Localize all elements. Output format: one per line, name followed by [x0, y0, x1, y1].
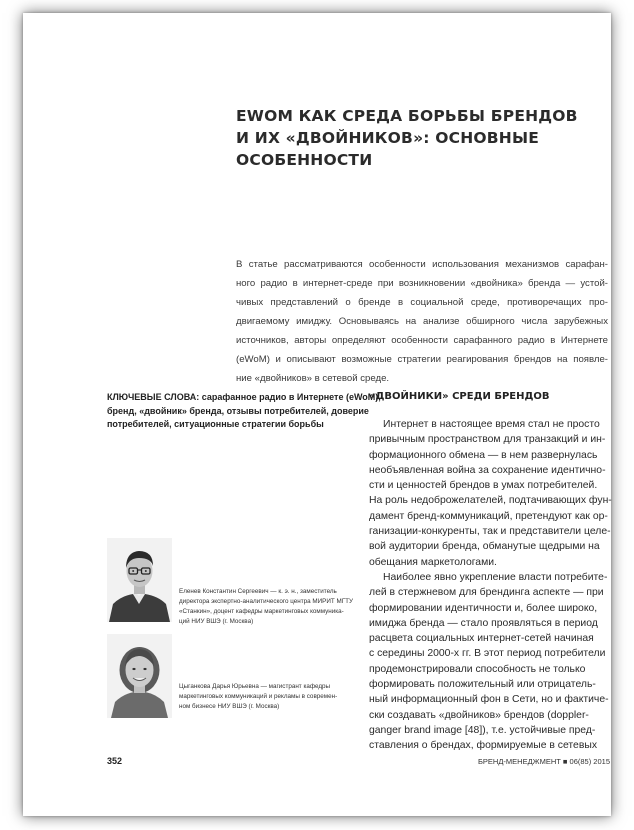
caption-line: «Станкин», доцент кафедры маркетинговых коммуника-	[179, 608, 344, 615]
title-line: ОСОБЕННОСТИ	[236, 151, 373, 169]
body-line: ный информационный фон в Сети, но и фактиче-	[369, 694, 609, 706]
body-line: ganger brand image [48]), т.е. устойчивые пред-	[369, 724, 596, 736]
abstract-line: ного радио в интернет-среде при возникновении «двойника» бренда — устой-	[236, 278, 608, 289]
body-line: продемонстрировали способность не только	[369, 663, 586, 675]
journal-issue: БРЕНД-МЕНЕДЖМЕНТ ■ 06(85) 2015	[478, 757, 610, 766]
caption-line: ций НИУ ВШЭ (г. Москва)	[179, 618, 254, 625]
abstract-line: ние «двойников» в сетевой среде.	[236, 373, 390, 384]
caption-line: маркетинговых коммуникаций и рекламы в современ-	[179, 693, 338, 700]
keywords-line: КЛЮЧЕВЫЕ СЛОВА: сарафанное радио в Интернете (eWoM),	[107, 392, 381, 402]
body-line: необъявленная война за сохранение идентично-	[369, 464, 606, 476]
caption-line: ном бизнесе НИУ ВШЭ (г. Москва)	[179, 703, 280, 710]
body-line: сти и ценностей брендов в умах потребителей.	[369, 480, 598, 492]
body-line: имиджа бренда — стало проявляться в период	[369, 617, 598, 629]
page-number: 352	[107, 756, 123, 766]
caption-line: Еленев Константин Сергеевич — к. э. н., заместитель	[179, 588, 337, 595]
body-line: формировать положительный или отрицатель-	[369, 679, 596, 691]
abstract-line: чивых представлений о бренде в социальной среде, противоречащих про-	[236, 297, 608, 308]
body-line: Наиболее явно укрепление власти потребите-	[383, 571, 608, 583]
body-line: дамент бренд-коммуникаций, претендуют как ор-	[369, 510, 608, 522]
body-line: ски создавать «двойников» брендов (doppler-	[369, 709, 589, 721]
keywords-block	[107, 391, 381, 432]
keywords-line: бренд, «двойник» бренда, отзывы потребителей, доверие	[107, 405, 369, 416]
abstract-line: (eWoM) и описывают возможные стратегии реагирования брендов на появле-	[236, 354, 608, 365]
body-line: вой аудитории бренда, обманутые щедрыми на	[369, 541, 600, 553]
caption-line: директора экспертно-аналитического центра МИРИТ МГТУ	[179, 598, 354, 605]
author-caption-tsygankova	[179, 682, 354, 712]
body-line: привычным пространством для транзакций и ин-	[369, 434, 606, 446]
author-photo-tsygankova	[107, 634, 172, 718]
body-line: лей в стержневом для брендинга аспекте — при	[369, 587, 604, 599]
body-line: На роль недоброжелателей, подтачивающих фун-	[369, 495, 612, 507]
keywords-line: потребителей, ситуационные стратегии борьбы	[107, 419, 324, 429]
abstract-line: источников, авторы определяют особенности сарафанного радио в Интернете	[236, 335, 608, 346]
author-caption-elenev	[179, 587, 354, 627]
body-line: обещания маркетологами.	[369, 556, 497, 568]
body-line: ганизации-конкуренты, так и представители целе-	[369, 526, 611, 538]
caption-line: Цыганкова Дарья Юрьевна — магистрант кафедры	[179, 683, 331, 690]
body-line: расцвета социальных интернет-сетей начиная	[369, 633, 594, 645]
body-line: формационного обмена — в нем развернулась	[369, 449, 598, 461]
body-text	[369, 417, 619, 754]
body-line: ставления о брендах, формируемые в сетевых	[369, 740, 598, 752]
title-line: EWOM КАК СРЕДА БОРЬБЫ БРЕНДОВ	[236, 107, 578, 125]
section-title: «ДВОЙНИКИ» СРЕДИ БРЕНДОВ	[369, 391, 550, 402]
body-line: с середины 2000-х гг. В этот период потребители	[369, 648, 606, 660]
body-line: формировании идентичности и, более широко,	[369, 602, 598, 614]
title-line: И ИХ «ДВОЙНИКОВ»: ОСНОВНЫЕ	[236, 129, 540, 147]
article-title	[236, 105, 578, 171]
magazine-page	[23, 13, 611, 816]
article-abstract	[236, 255, 608, 388]
body-line: Интернет в настоящее время стал не просто	[383, 419, 600, 430]
abstract-line: двигаемому имиджу. Основываясь на анализе обширного числа зарубежных	[236, 316, 608, 327]
author-photo-elenev	[107, 538, 172, 622]
abstract-line: В статье рассматриваются особенности использования механизмов сарафан-	[236, 259, 608, 270]
